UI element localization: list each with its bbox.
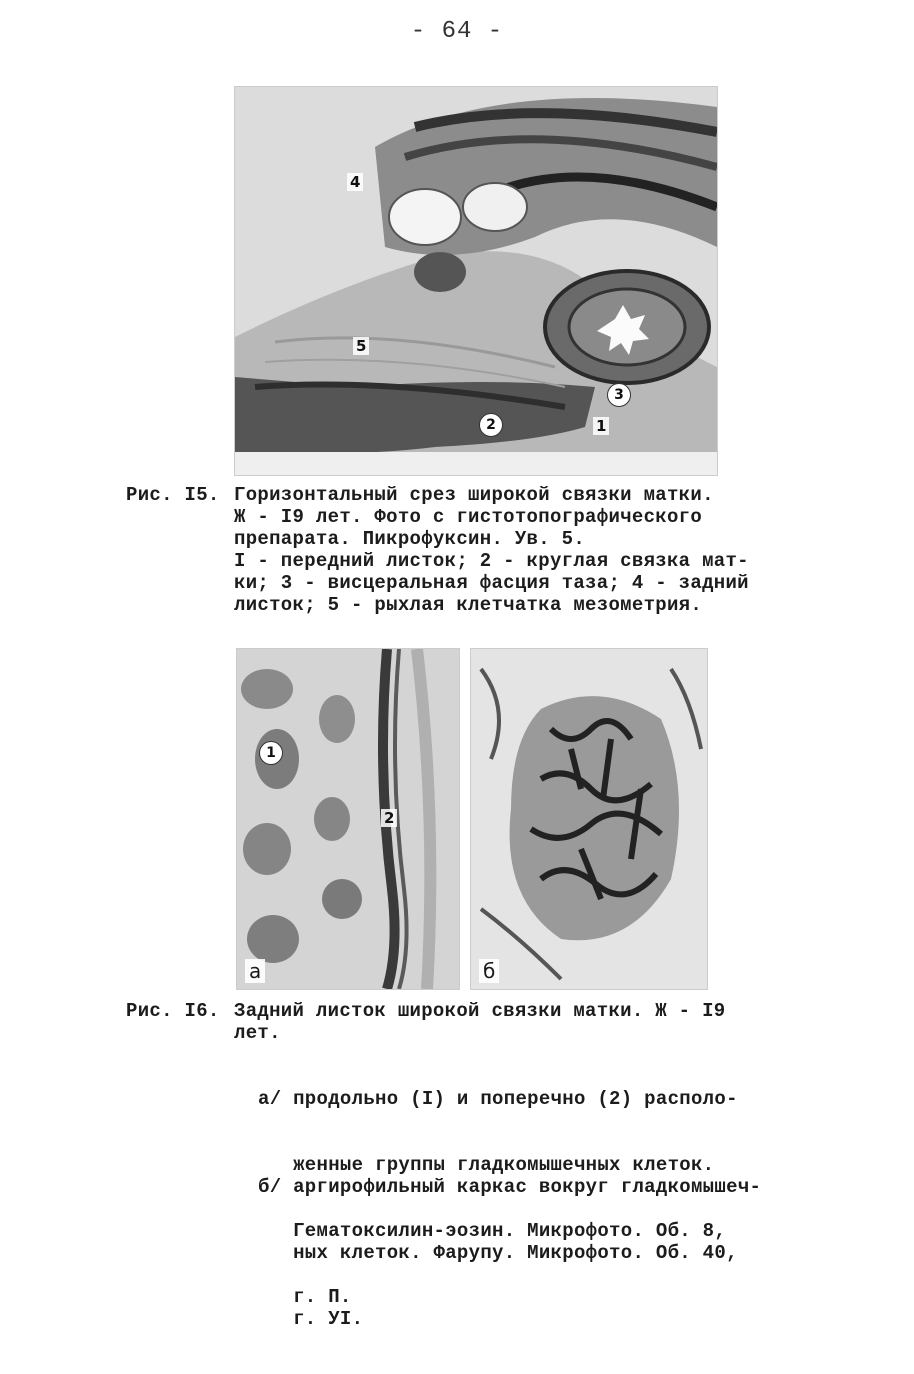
figure-16-caption-text: [234, 1000, 725, 1044]
caption-line: ных клеток. Фарупу. Микрофото. Об. 40,: [258, 1242, 738, 1264]
figure-15-caption: [126, 484, 806, 620]
figure-15-label: Рис. I5.: [126, 484, 220, 506]
micrograph-argyrophilic-image: [471, 649, 707, 989]
marker-16a-1: 1: [259, 741, 283, 765]
figure-16a-photo: [236, 648, 460, 990]
micrograph-longitudinal-image: [237, 649, 459, 989]
caption-line: женные группы гладкомышечных клеток.: [258, 1154, 715, 1176]
caption-line: лет.: [234, 1022, 281, 1044]
caption-line: г. УI.: [258, 1308, 364, 1330]
page-number: - 64 -: [410, 18, 504, 45]
figure-15-caption-text: [234, 484, 749, 616]
marker-2: 2: [479, 413, 503, 437]
caption-line: Горизонтальный срез широкой связки матки.: [234, 484, 714, 506]
marker-1: 1: [593, 417, 609, 435]
panel-letter-a: а: [245, 959, 265, 983]
caption-line: I - передний листок; 2 - круглая связка мат-: [234, 550, 749, 572]
marker-16a-2: 2: [381, 809, 397, 827]
figure-15-photo: [234, 86, 718, 476]
caption-line: ки; 3 - висцеральная фасция таза; 4 - задний: [234, 572, 749, 594]
panel-letter-b: б: [479, 959, 499, 983]
histology-section-image: [235, 87, 717, 475]
caption-line: Задний листок широкой связки матки. Ж - I9: [234, 1000, 726, 1022]
figure-16-item-b: [258, 1132, 761, 1374]
marker-3: 3: [607, 383, 631, 407]
figure-16-caption: [126, 1000, 806, 1330]
marker-4: 4: [347, 173, 363, 191]
caption-line: Гематоксилин-эозин. Микрофото. Об. 8,: [258, 1220, 727, 1242]
figure-16-label: Рис. I6.: [126, 1000, 220, 1022]
caption-line: листок; 5 - рыхлая клетчатка мезометрия.: [234, 594, 703, 616]
caption-line: б/ аргирофильный каркас вокруг гладкомышеч-: [258, 1176, 762, 1198]
caption-line: Ж - I9 лет. Фото с гистотопографического: [234, 506, 703, 528]
caption-line: г. П.: [258, 1286, 352, 1308]
caption-line: препарата. Пикрофуксин. Ув. 5.: [234, 528, 586, 550]
marker-5: 5: [353, 337, 369, 355]
caption-line: а/ продольно (I) и поперечно (2) располо-: [258, 1088, 738, 1110]
figure-16b-photo: [470, 648, 708, 990]
